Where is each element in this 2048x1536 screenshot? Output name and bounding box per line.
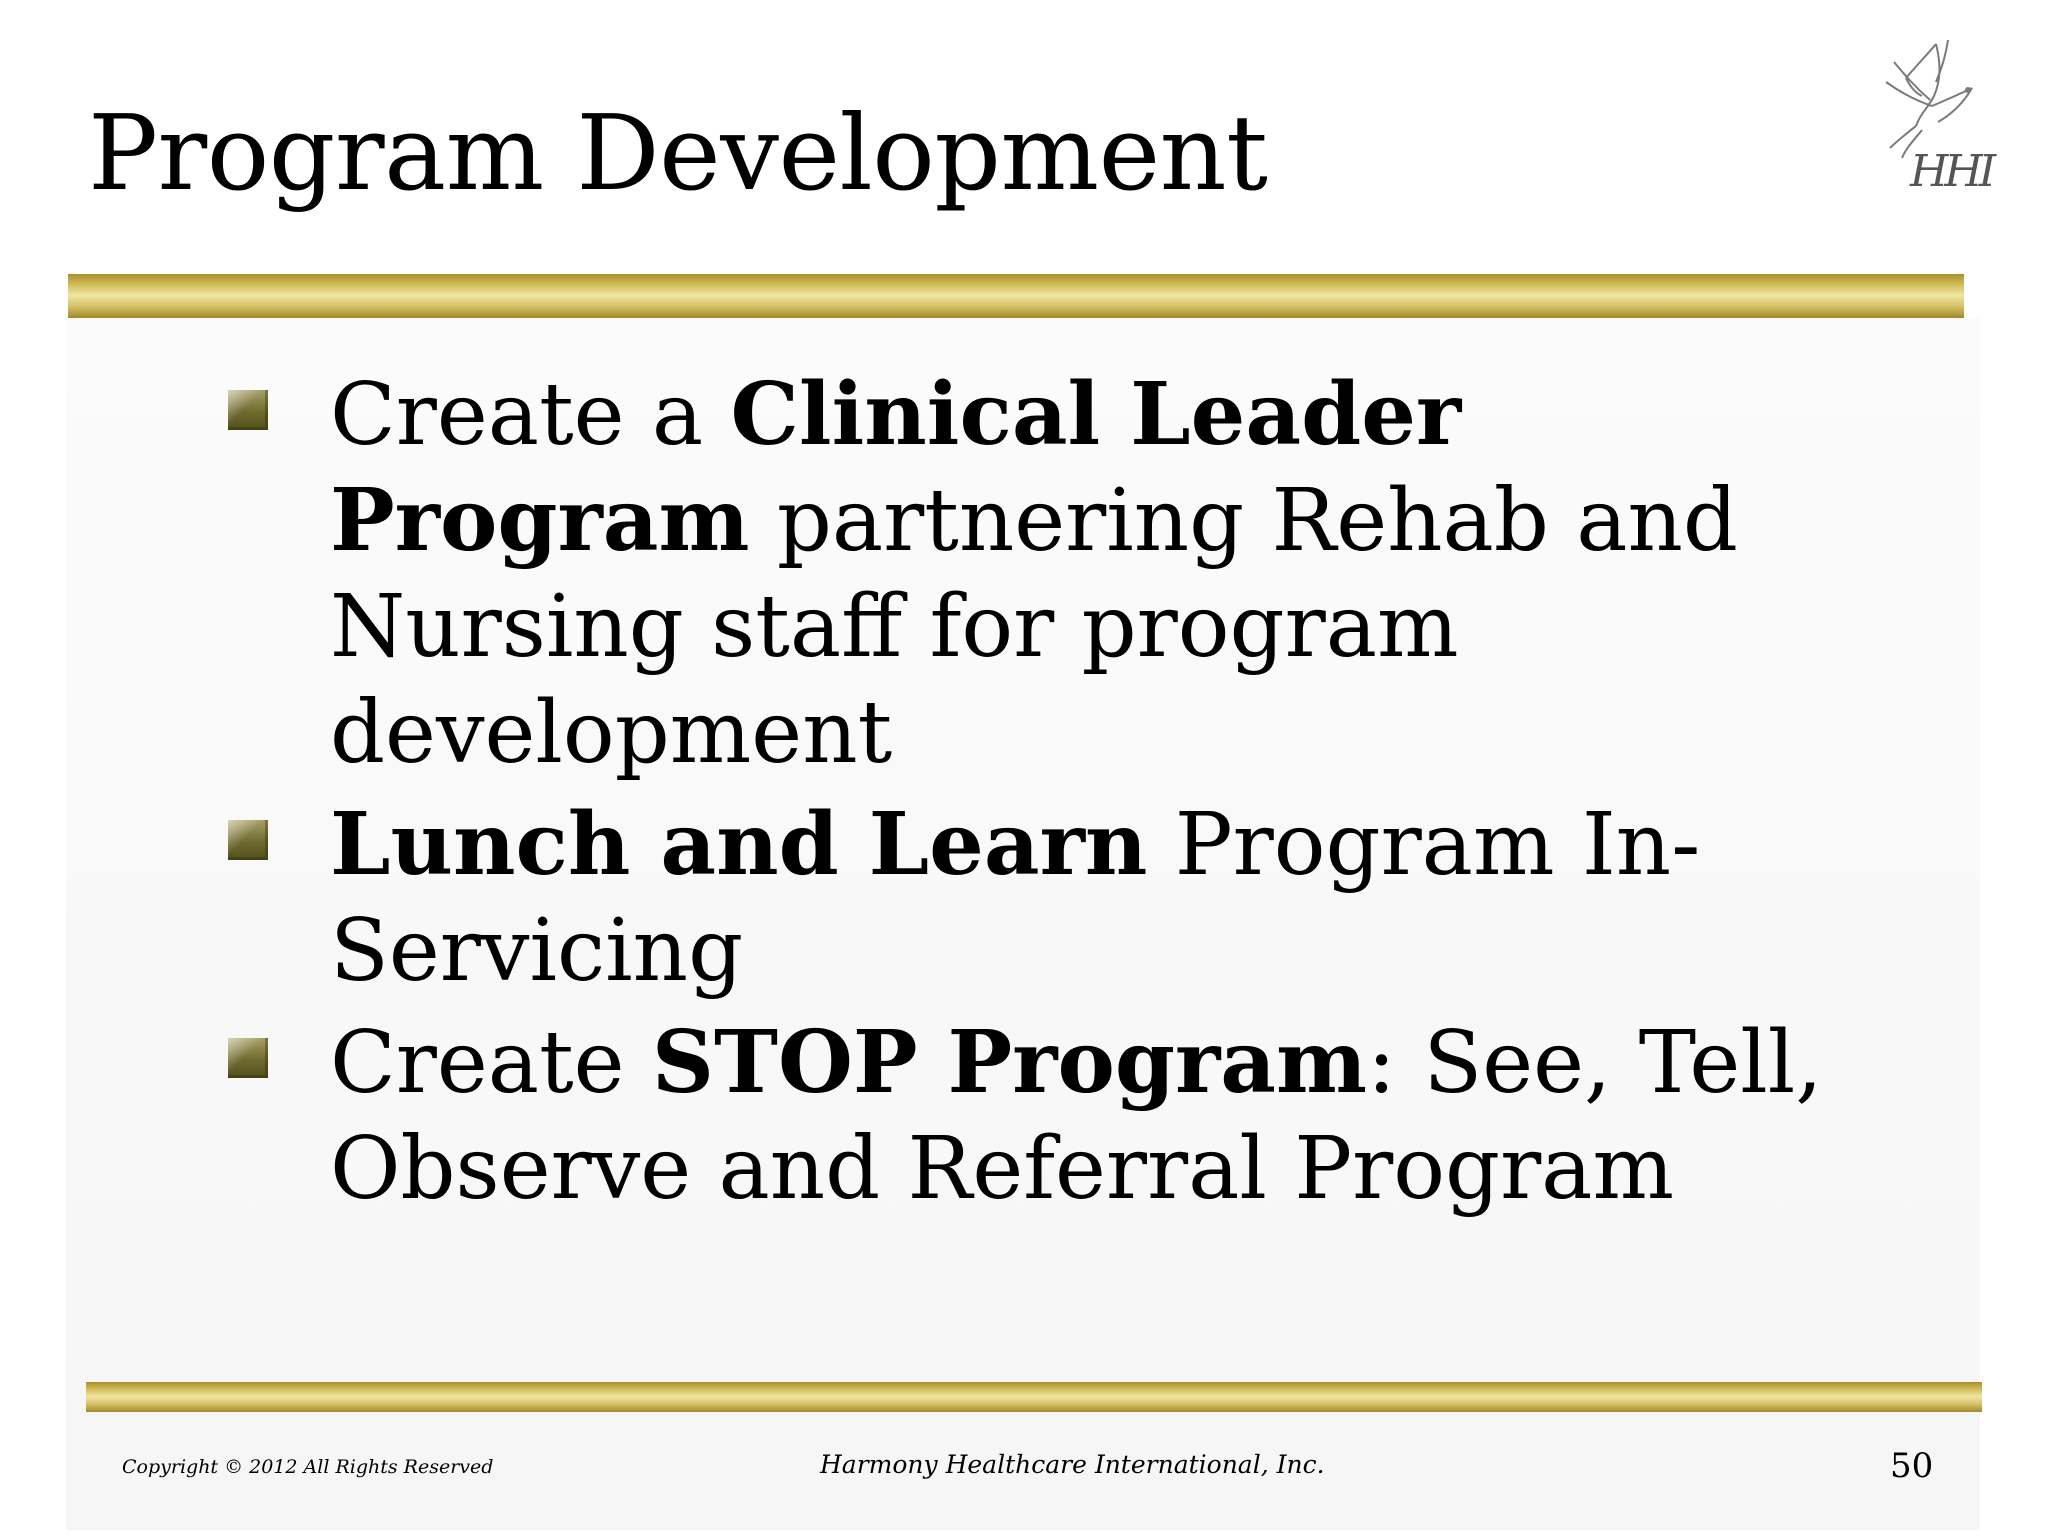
- bullet-bold-text: Lunch and Learn: [330, 794, 1148, 895]
- square-bullet-icon: [228, 1038, 268, 1078]
- bullet-text-segment: partnering Rehab and Nursing staff for program development: [330, 471, 1738, 783]
- bullet-item: [226, 792, 1906, 1004]
- copyright-text: Copyright © 2012 All Rights Reserved: [122, 1456, 494, 1478]
- company-name: Harmony Healthcare International, Inc.: [820, 1450, 1325, 1479]
- square-bullet-icon: [228, 820, 268, 860]
- bullet-text-segment: Create a: [330, 365, 731, 465]
- logo-text: HHI: [1910, 146, 1993, 197]
- bullet-bold-text: STOP Program: [651, 1012, 1368, 1113]
- bullet-bold-text: Clinical Leader Program: [330, 364, 1462, 571]
- bullet-list: [226, 362, 1906, 1228]
- bullet-item: [226, 362, 1906, 786]
- page-number: 50: [1890, 1446, 1934, 1486]
- bullet-text-segment: : See, Tell, Observe and Referral Program: [330, 1013, 1823, 1219]
- bullet-text-segment: Program In-Servicing: [330, 795, 1701, 1001]
- bullet-item: [226, 1010, 1906, 1222]
- top-divider: [68, 274, 1964, 318]
- square-bullet-icon: [228, 390, 268, 430]
- bottom-divider: [86, 1382, 1982, 1412]
- bullet-text-segment: Create: [330, 1013, 652, 1113]
- slide-title: Program Development: [88, 92, 1268, 214]
